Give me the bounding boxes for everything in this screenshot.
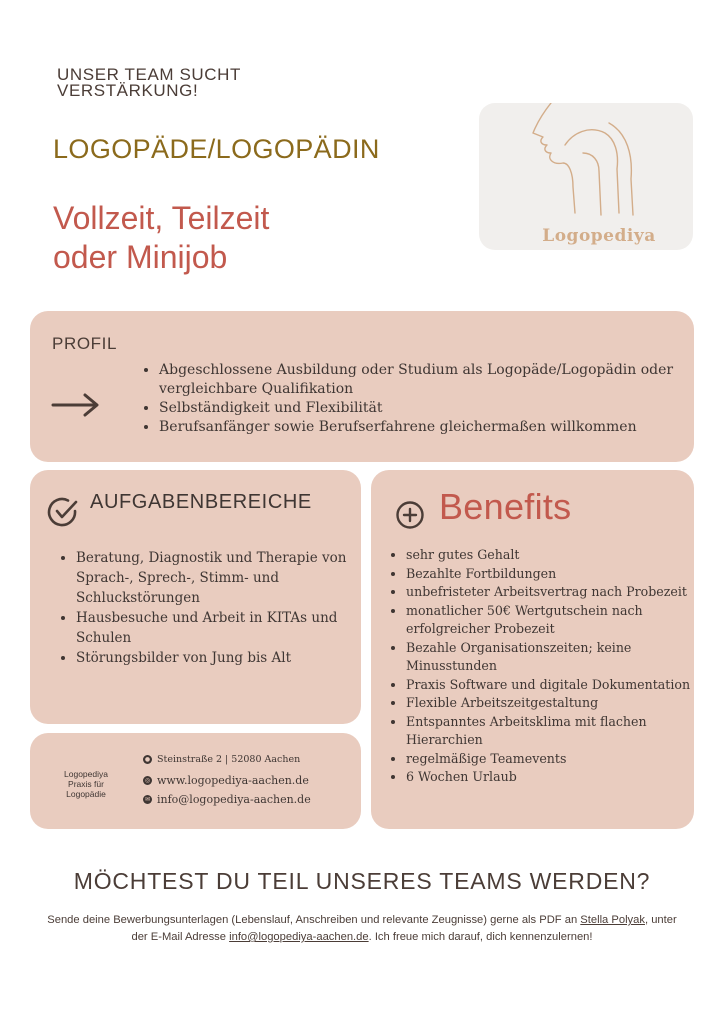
benefits-card	[371, 470, 694, 829]
list-item: • Bezahlte Fortbildungen	[406, 565, 716, 584]
contact-address	[143, 754, 300, 765]
org-line-2: Praxis für	[68, 779, 104, 789]
tasks-list	[59, 548, 366, 668]
address-text: Steinstraße 2 | 52080 Aachen	[157, 754, 301, 765]
globe-icon: ◎	[144, 777, 151, 784]
job-type-line-1: Vollzeit, Teilzeit	[53, 200, 270, 236]
cta-text-middle: , unter der E-Mail Adresse	[131, 914, 677, 943]
list-item: • sehr gutes Gehalt	[406, 546, 716, 565]
tasks-title: AUFGABENBEREICHE	[90, 491, 312, 513]
cta-title: MÖCHTEST DU TEIL UNSERES TEAMS WERDEN?	[73, 868, 651, 894]
logo	[479, 103, 693, 250]
cta-text-after: . Ich freue mich darauf, dich kennenzulernen!	[368, 931, 593, 943]
profile-title: PROFIL	[52, 334, 118, 353]
list-item: • Flexible Arbeitszeitgestaltung	[406, 694, 716, 713]
face-profile-line-icon	[529, 103, 649, 221]
contact-name-link[interactable]: Stella Polyak	[580, 914, 645, 926]
location-pin-icon: ●	[144, 756, 151, 763]
tasks-card	[30, 470, 361, 724]
cta-text-before: Sende deine Bewerbungsunterlagen (Lebenslauf, Anschreiben und relevante Zeugnisse) gerne als PDF an	[47, 914, 581, 926]
list-item: • monatlicher 50€ Wertgutschein nach erfolgreicher Probezeit	[406, 602, 716, 639]
mail-icon: ✉	[144, 796, 151, 803]
list-item: • Praxis Software und digitale Dokumentation	[406, 676, 716, 695]
check-circle-icon	[47, 496, 79, 528]
benefits-title: Benefits	[439, 486, 572, 527]
email-link[interactable]: info@logopediya-aachen.de	[229, 931, 369, 943]
list-item: • Entspanntes Arbeitsklima mit flachen Hierarchien	[406, 713, 716, 750]
arrow-right-icon	[50, 391, 102, 419]
org-line-3: Logopädie	[66, 789, 106, 799]
list-item: • unbefristeter Arbeitsvertrag nach Probezeit	[406, 583, 716, 602]
cta-text	[40, 912, 684, 946]
job-title: LOGOPÄDE/LOGOPÄDIN	[53, 134, 380, 164]
contact-website[interactable]	[143, 774, 309, 787]
contact-org	[46, 769, 126, 799]
list-item: • Abgeschlossene Ausbildung oder Studium als Logopäde/Logopädin oder vergleichbare Qualifikation	[159, 361, 699, 399]
tagline: UNSER TEAM SUCHT VERSTÄRKUNG!	[57, 65, 241, 100]
list-item: • Hausbesuche und Arbeit in KITAs und Schulen	[76, 608, 366, 648]
list-item: • 6 Wochen Urlaub	[406, 768, 716, 787]
logo-text: Logopediya	[542, 226, 656, 246]
job-type	[53, 199, 269, 277]
list-item: • Beratung, Diagnostik und Therapie von Sprach-, Sprech-, Stimm- und Schluckstörungen	[76, 548, 366, 608]
job-type-line-2: oder Minijob	[53, 239, 228, 275]
list-item: • regelmäßige Teamevents	[406, 750, 716, 769]
contact-email[interactable]	[143, 793, 311, 806]
plus-circle-icon	[395, 500, 425, 530]
list-item: • Bezahle Organisationszeiten; keine Minusstunden	[406, 639, 716, 676]
list-item: • Berufsanfänger sowie Berufserfahrene gleichermaßen willkommen	[159, 418, 699, 437]
org-line-1: Logopediya	[64, 769, 108, 779]
profile-list	[141, 361, 699, 437]
email-text[interactable]: info@logopediya-aachen.de	[157, 793, 311, 806]
list-item: • Störungsbilder von Jung bis Alt	[76, 648, 366, 668]
website-text[interactable]: www.logopediya-aachen.de	[157, 774, 309, 787]
contact-card	[30, 733, 361, 829]
profile-card	[30, 311, 694, 462]
benefits-list	[390, 546, 716, 787]
list-item: • Selbständigkeit und Flexibilität	[159, 399, 699, 418]
